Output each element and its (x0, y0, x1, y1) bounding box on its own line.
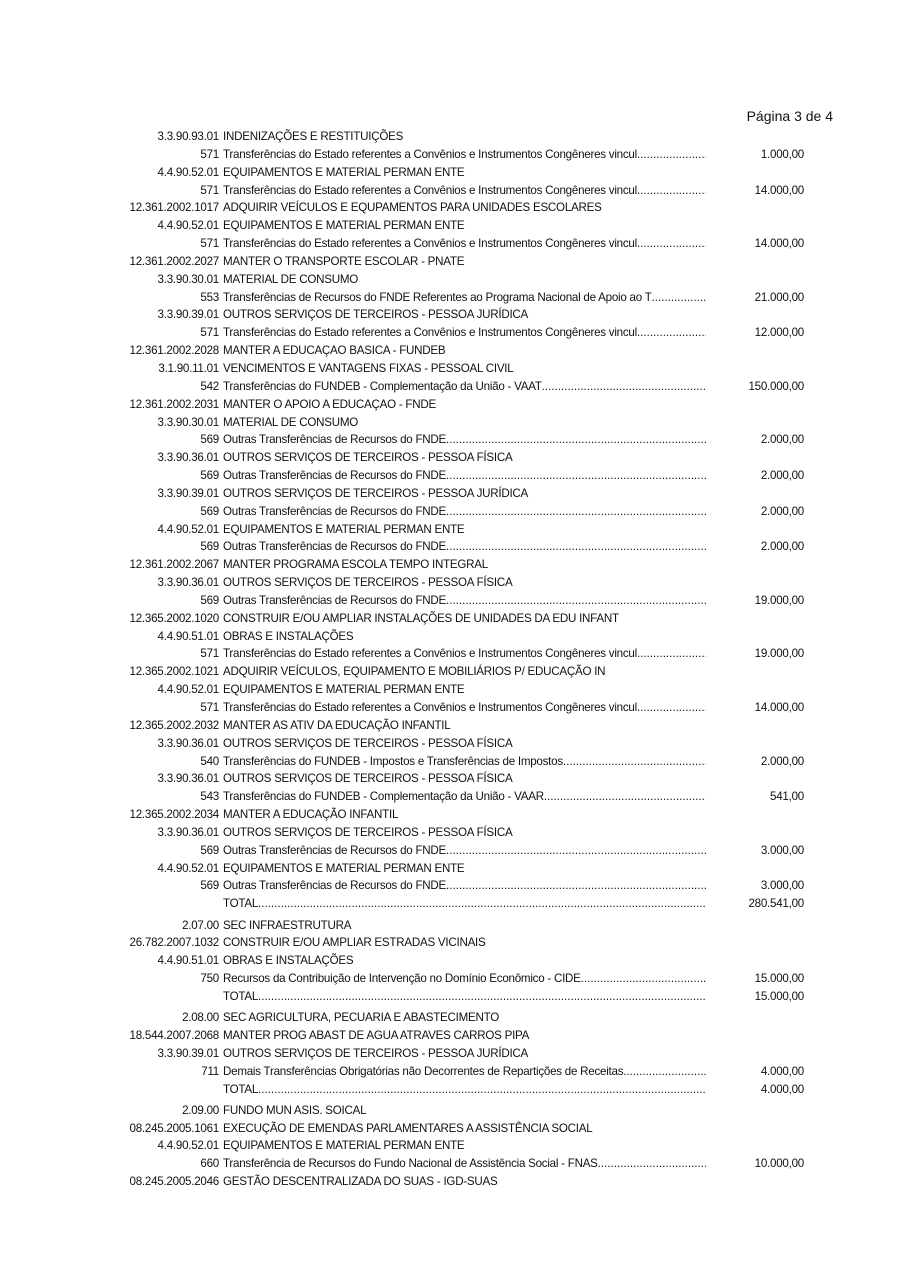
row-description: OUTROS SERVIÇOS DE TERCEIROS - PESSOA FÍSICA (223, 576, 513, 590)
row-code: 08.245.2005.1061 (129, 1121, 219, 1135)
element-row (0, 770, 900, 788)
row-value: 2.000,00 (760, 754, 804, 768)
row-description: MANTER A EDUCAÇÃO INFANTIL (223, 808, 399, 822)
element-row (0, 574, 900, 592)
element-row (0, 128, 900, 146)
row-code: 08.245.2005.2046 (129, 1175, 219, 1189)
dot-leader (446, 431, 706, 449)
row-code: 4.4.90.52.01 (157, 219, 219, 233)
row-code: 3.3.90.39.01 (157, 486, 219, 500)
element-row (0, 681, 900, 699)
row-value: 150.000,00 (748, 379, 804, 393)
row-value: 4.000,00 (760, 1082, 804, 1096)
dot-leader (581, 970, 706, 988)
element-row (0, 217, 900, 235)
action-row (0, 1120, 900, 1138)
row-code: 571 (200, 147, 219, 161)
row-value: 15.000,00 (754, 972, 804, 986)
detail-row (0, 324, 900, 342)
description-text: Demais Transferências Obrigatórias não Decorrentes de Repartições de Receitas. (223, 1064, 627, 1078)
row-code (0, 988, 219, 1006)
row-code: 3.3.90.39.01 (157, 1046, 219, 1060)
element-row (0, 485, 900, 503)
row-value: 3.000,00 (760, 879, 804, 893)
description-text: Outras Transferências de Recursos do FNDE (223, 879, 447, 893)
row-description: ADQUIRIR VEÍCULOS E EQUPAMENTOS PARA UNIDADES ESCOLARES (223, 201, 602, 215)
row-code: 569 (200, 504, 219, 518)
action-row (0, 934, 900, 952)
row-code: 4.4.90.52.01 (157, 683, 219, 697)
description-text: Transferência de Recursos do Fundo Nacional de Assistência Social - FNAS (223, 1157, 598, 1171)
dot-leader (637, 324, 706, 342)
row-code: 12.361.2002.2067 (129, 558, 219, 572)
dot-leader (637, 645, 706, 663)
description-text: Transferências do Estado referentes a Convênios e Instrumentos Congêneres vincul (223, 147, 637, 161)
section-row (0, 1009, 900, 1027)
row-description: MANTER A EDUCAÇAO BASICA - FUNDEB (223, 344, 446, 358)
row-description: OUTROS SERVIÇOS DE TERCEIROS - PESSOA JURÍDICA (223, 486, 529, 500)
row-code: 553 (200, 290, 219, 304)
row-description (223, 235, 706, 253)
row-description (223, 503, 706, 521)
row-description: OUTROS SERVIÇOS DE TERCEIROS - PESSOA FÍSICA (223, 825, 513, 839)
row-description: MANTER O TRANSPORTE ESCOLAR - PNATE (223, 254, 465, 268)
detail-row (0, 182, 900, 200)
row-code: 571 (200, 647, 219, 661)
dot-leader (626, 1063, 706, 1081)
description-text: Transferências do FUNDEB - Complementação da União - VAAT (223, 379, 542, 393)
row-value: 1.000,00 (760, 147, 804, 161)
row-description (223, 467, 706, 485)
row-value: 4.000,00 (760, 1064, 804, 1078)
element-row (0, 271, 900, 289)
row-value: 2.000,00 (760, 504, 804, 518)
detail-row (0, 146, 900, 164)
row-value: 12.000,00 (754, 326, 804, 340)
description-text: Outras Transferências de Recursos do FNDE (223, 593, 447, 607)
row-description (223, 1155, 706, 1173)
row-description (223, 1063, 706, 1081)
row-code: 3.3.90.36.01 (157, 736, 219, 750)
action-row (0, 1173, 900, 1191)
description-text: Outras Transferências de Recursos do FNDE (223, 433, 447, 447)
detail-row (0, 699, 900, 717)
row-description: OUTROS SERVIÇOS DE TERCEIROS - PESSOA JURÍDICA (223, 308, 529, 322)
row-code: 711 (201, 1064, 219, 1078)
action-row (0, 717, 900, 735)
element-row (0, 306, 900, 324)
row-description: OUTROS SERVIÇOS DE TERCEIROS - PESSOA FÍSICA (223, 772, 513, 786)
detail-row (0, 1063, 900, 1081)
detail-row (0, 877, 900, 895)
dot-leader (637, 182, 706, 200)
total-row (0, 988, 900, 1006)
row-code: 571 (200, 237, 219, 251)
row-description: EQUIPAMENTOS E MATERIAL PERMAN ENTE (223, 861, 465, 875)
detail-row (0, 538, 900, 556)
row-code: 569 (200, 469, 219, 483)
detail-row (0, 467, 900, 485)
row-description: EQUIPAMENTOS E MATERIAL PERMAN ENTE (223, 219, 465, 233)
row-code: 750 (200, 972, 219, 986)
row-code: 12.361.2002.2028 (129, 344, 219, 358)
description-text: TOTAL (223, 989, 259, 1003)
dot-leader (446, 877, 706, 895)
detail-row (0, 289, 900, 307)
row-code: 569 (200, 540, 219, 554)
row-code: 3.3.90.30.01 (157, 272, 219, 286)
detail-row (0, 788, 900, 806)
row-value: 2.000,00 (760, 433, 804, 447)
row-description: EQUIPAMENTOS E MATERIAL PERMAN ENTE (223, 522, 465, 536)
row-code: 3.1.90.11.01 (158, 361, 219, 375)
row-code: 4.4.90.52.01 (157, 522, 219, 536)
detail-row (0, 1155, 900, 1173)
detail-row (0, 592, 900, 610)
row-description: CONSTRUIR E/OU AMPLIAR ESTRADAS VICINAIS (223, 936, 486, 950)
row-description (223, 788, 706, 806)
row-code: 12.365.2002.1020 (129, 611, 219, 625)
description-text: Transferências do Estado referentes a Convênios e Instrumentos Congêneres vincul (223, 647, 637, 661)
row-description: SEC AGRICULTURA, PECUARIA E ABASTECIMENTO (223, 1011, 500, 1025)
row-code: 12.365.2002.1021 (129, 665, 219, 679)
dot-leader (598, 1155, 706, 1173)
row-description (223, 289, 706, 307)
row-code: 571 (200, 701, 219, 714)
dot-leader (637, 235, 706, 253)
dot-leader (637, 146, 706, 164)
description-text: Transferências do FUNDEB - Complementação da União - VAAR (223, 790, 544, 804)
element-row (0, 824, 900, 842)
description-text: TOTAL (223, 1082, 259, 1096)
row-description: OUTROS SERVIÇOS DE TERCEIROS - PESSOA FÍSICA (223, 451, 513, 465)
row-description (223, 146, 706, 164)
row-value: 3.000,00 (760, 843, 804, 857)
detail-row (0, 753, 900, 771)
element-row (0, 1137, 900, 1155)
row-code: 18.544.2007.2068 (129, 1028, 219, 1042)
row-code: 3.3.90.36.01 (157, 576, 219, 590)
detail-row (0, 235, 900, 253)
row-code (0, 1081, 219, 1099)
row-code: 26.782.2007.1032 (129, 936, 219, 950)
row-description (223, 645, 706, 663)
action-row (0, 342, 900, 360)
row-code: 3.3.90.39.01 (157, 308, 219, 322)
row-description: EQUIPAMENTOS E MATERIAL PERMAN ENTE (223, 683, 465, 697)
row-description (223, 753, 706, 771)
action-row (0, 610, 900, 628)
description-text: TOTAL (223, 897, 259, 911)
total-row (0, 1081, 900, 1099)
dot-leader (652, 289, 706, 307)
row-description: GESTÃO DESCENTRALIZADA DO SUAS - IGD-SUAS (223, 1175, 498, 1189)
element-row (0, 1045, 900, 1063)
row-code: 12.361.2002.2031 (129, 397, 219, 411)
row-description (223, 895, 706, 913)
row-description: EXECUÇÃO DE EMENDAS PARLAMENTARES A ASSISTÊNCIA SOCIAL (223, 1121, 593, 1135)
row-code: 569 (200, 879, 219, 893)
row-description (223, 592, 706, 610)
row-code: 12.361.2002.1017 (129, 201, 219, 215)
dot-leader (258, 895, 706, 913)
row-description (223, 877, 706, 895)
row-code: 4.4.90.52.01 (157, 1139, 219, 1153)
action-row (0, 1027, 900, 1045)
row-description: ADQUIRIR VEÍCULOS, EQUIPAMENTO E MOBILIÁRIOS P/ EDUCAÇÃO IN (223, 665, 606, 679)
dot-leader (563, 753, 706, 771)
row-description: SEC INFRAESTRUTURA (223, 918, 352, 932)
row-description (223, 988, 706, 1006)
row-description: OUTROS SERVIÇOS DE TERCEIROS - PESSOA JURÍDICA (223, 1046, 529, 1060)
row-code: 4.4.90.52.01 (157, 165, 219, 179)
row-description (223, 324, 706, 342)
dot-leader (542, 378, 706, 396)
row-code: 2.08.00 (182, 1011, 219, 1025)
detail-row (0, 431, 900, 449)
description-text: Transferências do Estado referentes a Convênios e Instrumentos Congêneres vincul (223, 183, 637, 197)
row-description (223, 699, 706, 717)
element-row (0, 628, 900, 646)
row-description (223, 970, 706, 988)
description-text: Outras Transferências de Recursos do FNDE (223, 843, 447, 857)
row-code: 569 (200, 843, 219, 857)
row-description (223, 378, 706, 396)
action-row (0, 806, 900, 824)
row-description: OBRAS E INSTALAÇÕES (223, 954, 354, 968)
dot-leader (544, 788, 706, 806)
detail-row (0, 378, 900, 396)
row-description: MATERIAL DE CONSUMO (223, 415, 359, 429)
element-row (0, 735, 900, 753)
description-text: Transferências do Estado referentes a Convênios e Instrumentos Congêneres vincul (223, 237, 637, 251)
row-code: 12.365.2002.2032 (129, 718, 219, 732)
row-description: CONSTRUIR E/OU AMPLIAR INSTALAÇÕES DE UNIDADES DA EDU INFANT (223, 611, 619, 625)
dot-leader (446, 842, 706, 860)
dot-leader (446, 503, 706, 521)
row-description: OUTROS SERVIÇOS DE TERCEIROS - PESSOA FÍSICA (223, 736, 513, 750)
row-description (223, 842, 706, 860)
row-value: 280.541,00 (748, 897, 804, 911)
detail-row (0, 842, 900, 860)
row-description: EQUIPAMENTOS E MATERIAL PERMAN ENTE (223, 1139, 465, 1153)
action-row (0, 556, 900, 574)
row-code: 2.07.00 (182, 918, 219, 932)
row-code: 3.3.90.30.01 (157, 415, 219, 429)
row-code: 12.365.2002.2034 (129, 808, 219, 822)
row-description (223, 431, 706, 449)
row-description: OBRAS E INSTALAÇÕES (223, 629, 354, 643)
description-text: Outras Transferências de Recursos do FNDE (223, 469, 447, 483)
row-code: 4.4.90.51.01 (157, 629, 219, 643)
description-text: Transferências do Estado referentes a Convênios e Instrumentos Congêneres vincul (223, 326, 637, 340)
row-code: 3.3.90.93.01 (157, 130, 219, 143)
row-code: 3.3.90.36.01 (157, 825, 219, 839)
action-row (0, 663, 900, 681)
row-code: 571 (200, 183, 219, 197)
detail-row (0, 970, 900, 988)
row-value: 2.000,00 (760, 540, 804, 554)
element-row (0, 414, 900, 432)
description-text: Outras Transferências de Recursos do FNDE (223, 540, 447, 554)
row-description (223, 182, 706, 200)
row-value: 541,00 (770, 790, 804, 804)
row-code: 3.3.90.36.01 (157, 451, 219, 465)
row-description: MANTER O APOIO A EDUCAÇAO - FNDE (223, 397, 436, 411)
budget-table (0, 128, 900, 1191)
row-code: 660 (200, 1157, 219, 1171)
detail-row (0, 503, 900, 521)
row-description: FUNDO MUN ASIS. SOICAL (223, 1103, 367, 1117)
row-code: 543 (200, 790, 219, 804)
description-text: Outras Transferências de Recursos do FNDE (223, 504, 447, 518)
total-row (0, 895, 900, 913)
dot-leader (258, 1081, 706, 1099)
dot-leader (446, 538, 706, 556)
description-text: Transferências de Recursos do FNDE Referentes ao Programa Nacional de Apoio ao T (223, 290, 652, 304)
row-code: 569 (200, 593, 219, 607)
row-value: 14.000,00 (754, 701, 804, 714)
row-description (223, 1081, 706, 1099)
row-code: 569 (200, 433, 219, 447)
row-description: MANTER PROGRAMA ESCOLA TEMPO INTEGRAL (223, 558, 488, 572)
section-row (0, 1102, 900, 1120)
row-description: MANTER AS ATIV DA EDUCAÇÃO INFANTIL (223, 718, 451, 732)
row-code: 571 (200, 326, 219, 340)
element-row (0, 164, 900, 182)
row-value: 21.000,00 (754, 290, 804, 304)
row-description: MATERIAL DE CONSUMO (223, 272, 359, 286)
row-value: 10.000,00 (754, 1157, 804, 1171)
row-description (223, 538, 706, 556)
row-description: VENCIMENTOS E VANTAGENS FIXAS - PESSOAL CIVIL (223, 361, 514, 375)
action-row (0, 396, 900, 414)
row-code: 542 (200, 379, 219, 393)
description-text: Transferências do FUNDEB - Impostos e Transferências de Impostos (223, 754, 563, 768)
row-description: INDENIZAÇÕES E RESTITUIÇÕES (223, 130, 404, 143)
element-row (0, 860, 900, 878)
row-value: 2.000,00 (760, 469, 804, 483)
row-code (0, 895, 219, 913)
dot-leader (446, 467, 706, 485)
action-row (0, 199, 900, 217)
action-row (0, 253, 900, 271)
row-code: 2.09.00 (182, 1103, 219, 1117)
section-row (0, 917, 900, 935)
row-value: 19.000,00 (754, 647, 804, 661)
row-code: 4.4.90.52.01 (157, 861, 219, 875)
element-row (0, 952, 900, 970)
detail-row (0, 645, 900, 663)
element-row (0, 449, 900, 467)
dot-leader (258, 988, 706, 1006)
row-value: 14.000,00 (754, 183, 804, 197)
row-code: 540 (200, 754, 219, 768)
row-code: 3.3.90.36.01 (157, 772, 219, 786)
description-text: Recursos da Contribuição de Intervenção no Domínio Econômico - CIDE (223, 972, 581, 986)
row-value: 14.000,00 (754, 237, 804, 251)
description-text: Transferências do Estado referentes a Convênios e Instrumentos Congêneres vincul (223, 701, 637, 714)
row-description: EQUIPAMENTOS E MATERIAL PERMAN ENTE (223, 165, 465, 179)
dot-leader (446, 592, 706, 610)
row-code: 4.4.90.51.01 (157, 954, 219, 968)
row-code: 12.361.2002.2027 (129, 254, 219, 268)
row-value: 15.000,00 (754, 989, 804, 1003)
element-row (0, 521, 900, 539)
dot-leader (637, 699, 706, 717)
page-number: Página 3 de 4 (746, 108, 833, 124)
row-value: 19.000,00 (754, 593, 804, 607)
row-description: MANTER PROG ABAST DE AGUA ATRAVES CARROS PIPA (223, 1028, 530, 1042)
element-row (0, 360, 900, 378)
